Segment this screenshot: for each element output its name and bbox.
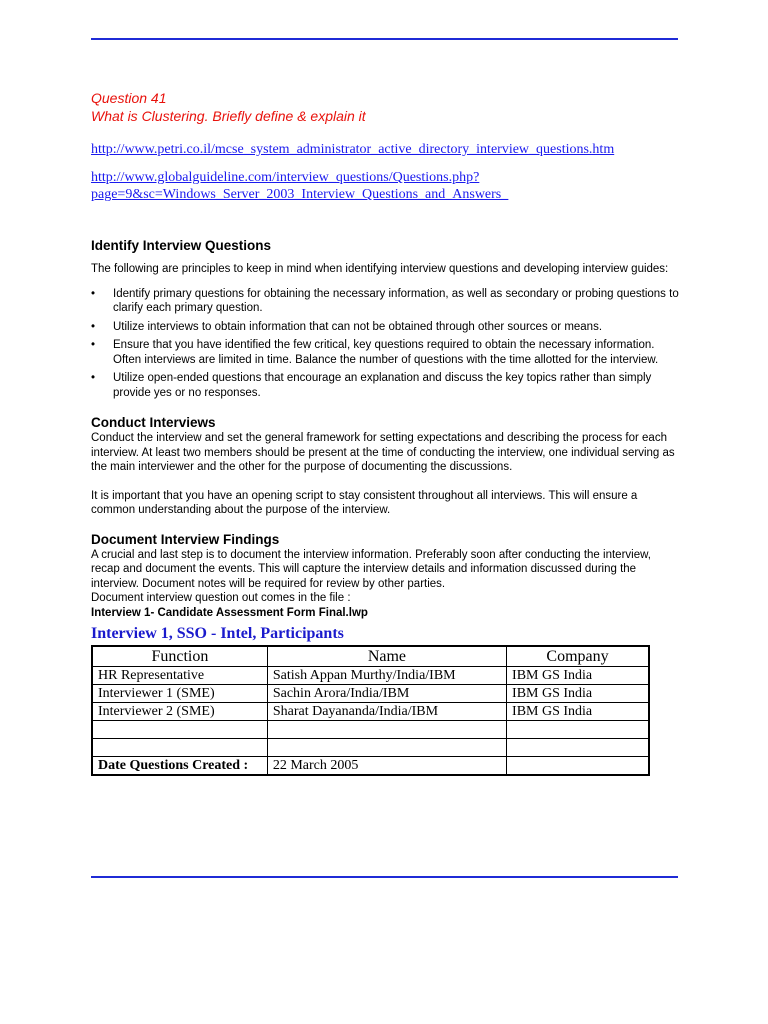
- header-company: Company: [507, 646, 649, 667]
- date-row: [92, 756, 649, 775]
- list-item: • Ensure that you have identified the few critical, key questions required to obtain the necessary information. Often interviews are limited in time. Balance the number of questions with the time allotted for the interview.: [91, 339, 659, 366]
- table-title: Interview 1, SSO - Intel, Participants: [91, 624, 344, 642]
- file-name: Interview 1- Candidate Assessment Form Final.lwp: [91, 606, 368, 619]
- conduct-interviews-p2: It is important that you have an opening script to stay consistent throughout all interviews. This will ensure a common understanding about the purpose of the interview.: [91, 489, 638, 516]
- header-function: Function: [92, 646, 267, 667]
- cell-company: [507, 720, 649, 738]
- bullet-icon: •: [91, 320, 96, 333]
- cell-function: Interviewer 2 (SME): [92, 702, 267, 720]
- header-name: Name: [267, 646, 506, 667]
- table-row: [92, 702, 649, 720]
- cell-company: IBM GS India: [507, 666, 649, 684]
- cell-company: IBM GS India: [507, 684, 649, 702]
- cell-name: [267, 738, 506, 756]
- conduct-interviews-p1: Conduct the interview and set the general framework for setting expectations and describing the process for each interview. At least two members should be present at the time of conducting the interview, one individual serving as the main interviewer and the other for the purpose of documenting the discussions.: [91, 432, 675, 473]
- bullet-icon: •: [91, 339, 96, 351]
- list-item: • Utilize interviews to obtain information that can not be obtained through other sources or means.: [91, 320, 603, 333]
- table-row: [92, 684, 649, 702]
- table-row: [92, 738, 649, 756]
- list-item: • Utilize open-ended questions that encourage an explanation and discuss the key topics rather than simply provide yes or no responses.: [91, 372, 652, 399]
- document-body: [91, 89, 681, 776]
- date-label: Date Questions Created :: [92, 756, 267, 775]
- identify-questions-intro: The following are principles to keep in mind when identifying interview questions and developing interview guides:: [91, 263, 669, 275]
- top-rule: [91, 38, 678, 40]
- document-findings-p1: A crucial and last step is to document the interview information. Preferably soon after conducting the interview, recap and document the events. This will capture the interview details and information discussed during the interview. Document notes will be required for review by other parties.: [91, 548, 651, 590]
- globalguideline-link-line1[interactable]: http://www.globalguideline.com/interview_questions/Questions.php?: [91, 170, 480, 185]
- table-row: [92, 666, 649, 684]
- cell-name: Sachin Arora/India/IBM: [267, 684, 506, 702]
- cell-company: IBM GS India: [507, 702, 649, 720]
- document-findings-p2: Document interview question out comes in the file :: [91, 592, 351, 604]
- conduct-interviews-heading: Conduct Interviews: [91, 415, 216, 430]
- date-value: 22 March 2005: [267, 756, 506, 775]
- petri-link[interactable]: http://www.petri.co.il/mcse_system_administrator_active_directory_interview_questions.htm: [91, 142, 615, 157]
- cell-name: [267, 720, 506, 738]
- list-item: • Identify primary questions for obtaining the necessary information, as well as secondary or probing questions to clarify each primary question.: [91, 287, 679, 314]
- question-number: Question 41: [91, 90, 167, 106]
- cell-function: HR Representative: [92, 666, 267, 684]
- cell-function: [92, 738, 267, 756]
- cell-name: Sharat Dayananda/India/IBM: [267, 702, 506, 720]
- bullet-icon: •: [91, 287, 96, 300]
- cell-function: Interviewer 1 (SME): [92, 684, 267, 702]
- cell-company: [507, 738, 649, 756]
- globalguideline-link-line2[interactable]: page=9&sc=Windows_Server_2003_Interview_Questions_and_Answers_: [91, 187, 509, 202]
- document-findings-heading: Document Interview Findings: [91, 531, 280, 547]
- participants-table: [91, 645, 650, 776]
- cell-function: [92, 720, 267, 738]
- principles-list: [91, 287, 681, 401]
- cell-name: Satish Appan Murthy/India/IBM: [267, 666, 506, 684]
- identify-questions-heading: Identify Interview Questions: [91, 238, 272, 253]
- table-header-row: [92, 646, 649, 667]
- date-company: [507, 756, 649, 775]
- bottom-rule: [91, 876, 678, 878]
- table-row: [92, 720, 649, 738]
- question-text: What is Clustering. Briefly define & explain it: [91, 108, 366, 124]
- bullet-icon: •: [91, 372, 96, 384]
